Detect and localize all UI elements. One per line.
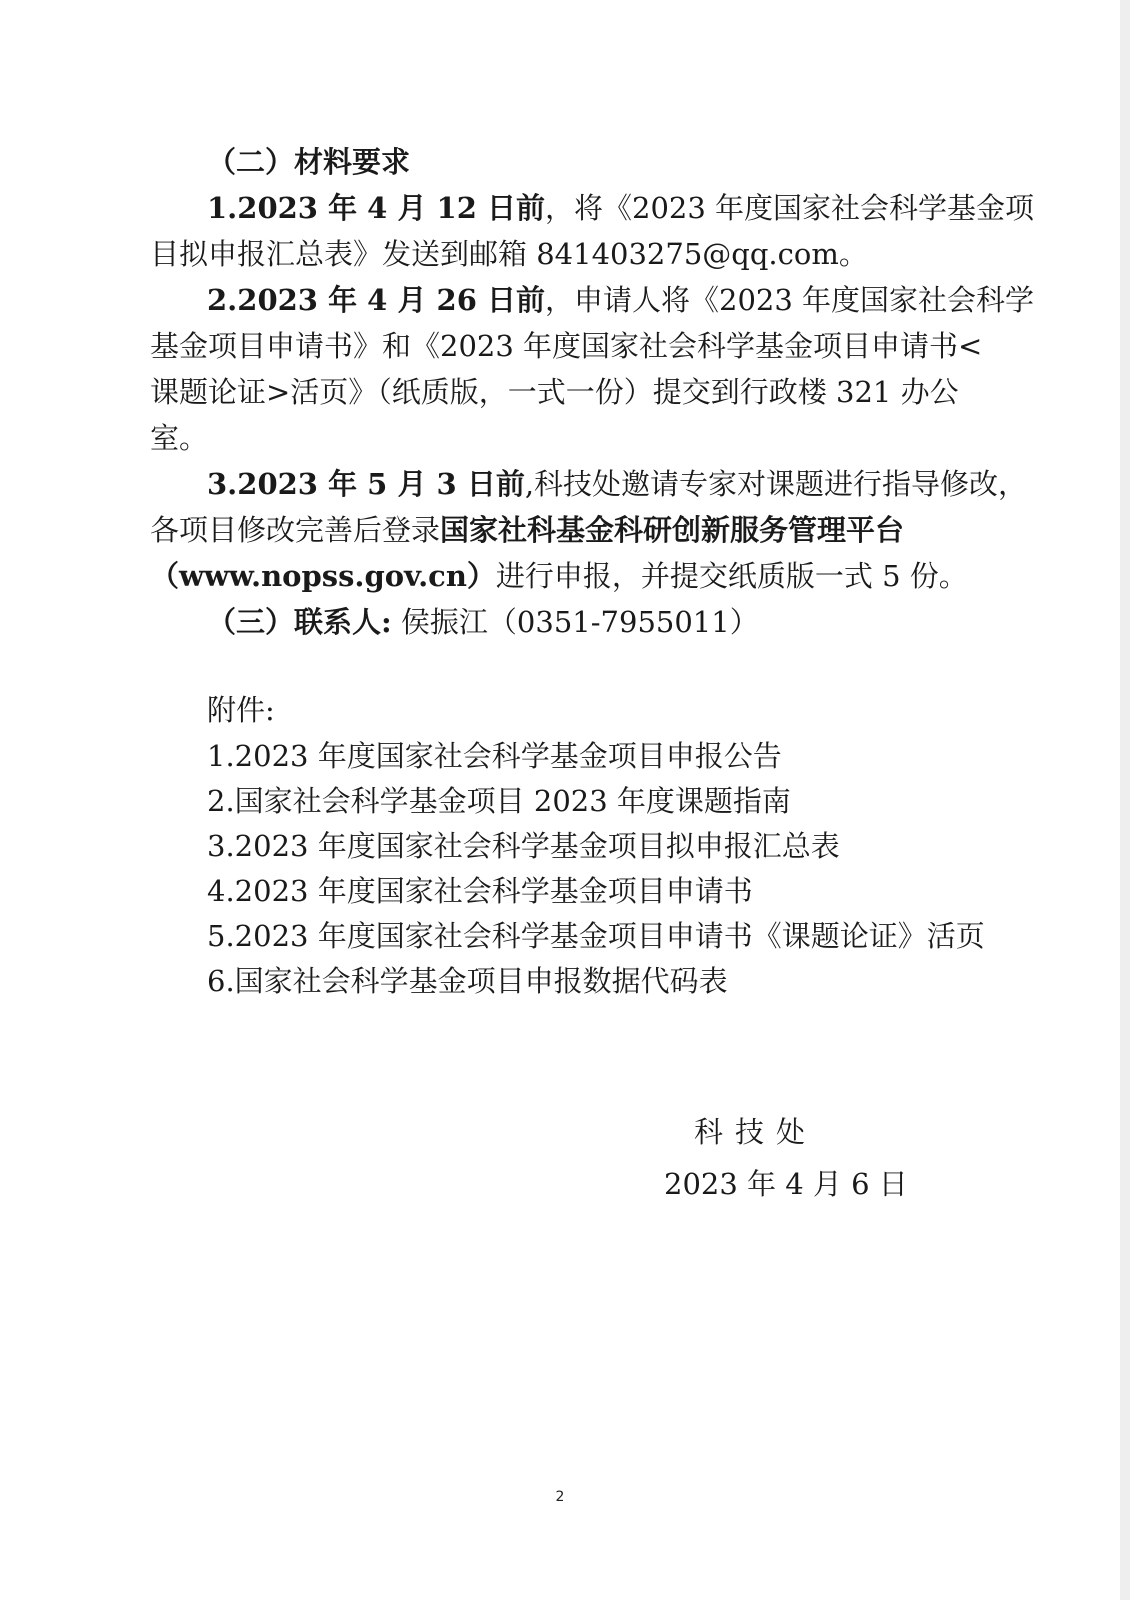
signature-department: 科技处 (694, 1115, 818, 1149)
paragraph-item-3-line-1 (207, 467, 1028, 501)
paragraph-item-3-line-2 (150, 513, 905, 547)
section-heading-materials: （二）材料要求 (207, 145, 411, 179)
deadline-1: 1.2023 年 4 月 12 日前 (207, 191, 546, 225)
paragraph-item-2-line-3: 课题论证>活页》（纸质版，一式一份）提交到行政楼 321 办公 (150, 375, 959, 409)
item-1-text: ，将《2023 年度国家社会科学基金项 (545, 191, 1035, 225)
paragraph-item-2-line-1 (207, 283, 1035, 317)
page-number: 2 (555, 1489, 565, 1505)
attachment-item: 1.2023 年度国家社会科学基金项目申报公告 (207, 739, 782, 773)
item-3-text-end: 进行申报，并提交纸质版一式 5 份。 (495, 559, 968, 593)
item-3-text: ,科技处邀请专家对课题进行指导修改， (524, 467, 1028, 501)
item-2-text: ，申请人将《2023 年度国家社会科学 (545, 283, 1035, 317)
paragraph-item-2-line-2: 基金项目申请书》和《2023 年度国家社会科学基金项目申请书< (150, 329, 983, 363)
paragraph-item-3-line-3 (150, 559, 968, 593)
paragraph-item-1-line-1 (207, 191, 1035, 225)
platform-name: 国家社科基金科研创新服务管理平台 (440, 513, 905, 547)
attachment-item: 4.2023 年度国家社会科学基金项目申请书 (207, 874, 753, 908)
item-3-text-plain: 各项目修改完善后登录 (150, 513, 441, 547)
deadline-3: 3.2023 年 5 月 3 日前 (207, 467, 525, 501)
paragraph-item-2-line-4: 室。 (150, 421, 209, 455)
signature-date: 2023 年 4 月 6 日 (664, 1167, 908, 1201)
attachment-item: 2.国家社会科学基金项目 2023 年度课题指南 (207, 784, 791, 818)
attachments-label: 附件: (207, 693, 275, 727)
contact-heading: （三）联系人: (207, 605, 392, 639)
contact-person: 侯振江（0351-7955011） (391, 605, 759, 639)
attachment-item: 6.国家社会科学基金项目申报数据代码表 (207, 964, 728, 998)
paragraph-item-1-line-2: 目拟申报汇总表》发送到邮箱 841403275@qq.com。 (150, 237, 868, 271)
attachment-item: 5.2023 年度国家社会科学基金项目申请书《课题论证》活页 (207, 919, 985, 953)
attachment-item: 3.2023 年度国家社会科学基金项目拟申报汇总表 (207, 829, 840, 863)
platform-url: （www.nopss.gov.cn） (150, 559, 496, 593)
contact-line (207, 605, 759, 639)
deadline-2: 2.2023 年 4 月 26 日前 (207, 283, 546, 317)
